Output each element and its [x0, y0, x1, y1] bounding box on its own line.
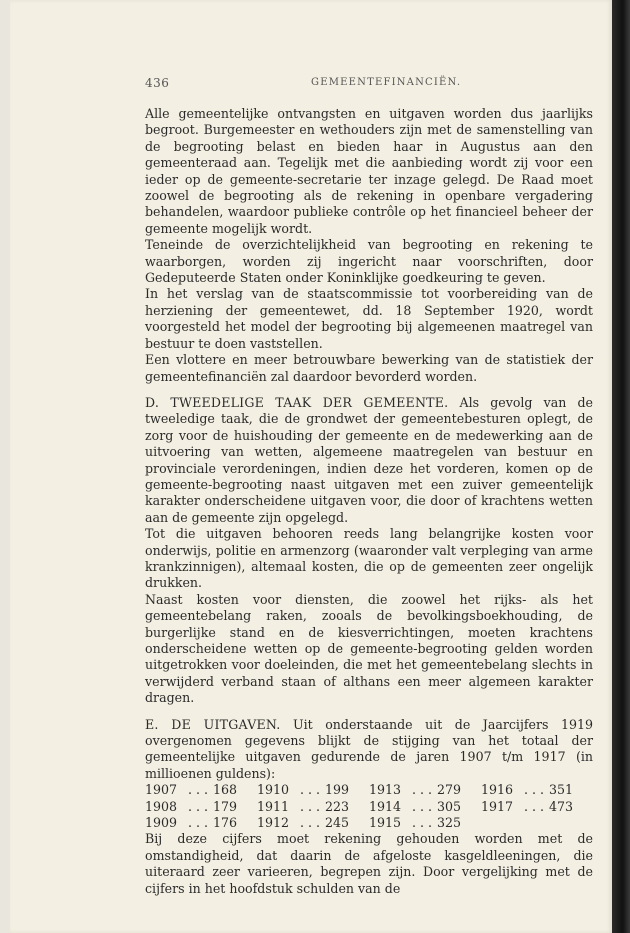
page-number: 436: [145, 76, 170, 90]
leader-dots: . . .: [411, 782, 433, 798]
leader-dots: . . .: [187, 798, 209, 814]
amount-cell: 176: [213, 815, 238, 831]
year-cell: [481, 815, 519, 831]
leader-dots: . . .: [187, 782, 209, 798]
body-text: [145, 106, 593, 897]
amount-cell: 305: [437, 798, 462, 814]
amount-cell: 179: [213, 798, 238, 814]
year-cell: 1910: [257, 782, 290, 798]
book-spine-edge: [612, 0, 630, 933]
leader-dots: . . .: [411, 815, 433, 831]
amount-cell: [549, 815, 593, 831]
running-title: GEMEENTEFINANCIËN.: [311, 77, 462, 88]
amount-cell: 325: [437, 815, 462, 831]
year-cell: 1913: [369, 782, 402, 798]
year-cell: 1917: [481, 798, 514, 814]
amount-cell: 351: [549, 782, 574, 798]
paragraph: Naast kosten voor diensten, die zoowel het rijks- als het gemeentebelang raken, zooals de bevolkingsboekhouding, de burgerlijke stand en de kiesverrichtingen, moeten krachtens onderscheidene wetten op de gemeente-begrooting gelden worden uitgetrokken voor doeleinden, die met het gemeentebelang slechts in verwijderd verband staan of althans een meer algemeen karakter dragen.: [145, 591, 593, 706]
expenditure-table: [145, 782, 593, 831]
leader-dots: . . .: [523, 798, 545, 814]
year-cell: 1912: [257, 815, 290, 831]
paragraph: In het verslag van de staatscommissie tot voorbereiding van de herziening der gemeentewet, dd. 18 September 1920, wordt voorgesteld het model der begrooting bij algemeenen maatregel van bestuur te doen vaststellen.: [145, 286, 593, 351]
table-row: [145, 815, 593, 831]
leader-dots: [519, 815, 549, 831]
year-cell: 1909: [145, 815, 178, 831]
section-d: [145, 395, 593, 526]
section-text: Uit onderstaande uit de Jaarcijfers 1919 overgenomen gegevens blijkt de stijging van het totaal der gemeentelijke uitgaven gedurende de jaren 1907 t/m 1917 (in millioenen guldens):: [145, 716, 593, 781]
section-heading: D. TWEEDELIGE TAAK DER GEMEENTE.: [145, 394, 449, 410]
year-cell: 1907: [145, 782, 178, 798]
paragraph: Teneinde de overzichtelijkheid van begrooting en rekening te waarborgen, worden zij ingericht naar voorschriften, door Gedeputeerde Staten onder Koninklijke goedkeuring te geven.: [145, 237, 593, 286]
paragraph: Alle gemeentelijke ontvangsten en uitgaven worden dus jaarlijks begroot. Burgemeester en wethouders zijn met de samenstelling van de begrooting belast en bieden haar in Augustus aan den gemeenteraad aan. Tegelijk met die aanbieding wordt zij voor een ieder op de gemeente-secretarie ter inzage gelegd. De Raad moet zoowel de begrooting als de rekening in openbare vergadering behandelen, waardoor publieke contrôle op het financieel beheer der gemeente mogelijk wordt.: [145, 106, 593, 236]
leader-dots: . . .: [299, 798, 321, 814]
leader-dots: . . .: [411, 798, 433, 814]
amount-cell: 223: [325, 798, 350, 814]
table-row: [145, 799, 593, 815]
paragraph: Een vlottere en meer betrouwbare bewerking van de statistiek der gemeentefinanciën zal daardoor bevorderd worden.: [145, 352, 593, 384]
year-cell: 1911: [257, 798, 290, 814]
section-e: [145, 717, 593, 783]
amount-cell: 199: [325, 782, 350, 798]
leader-dots: . . .: [299, 782, 321, 798]
book-page: [10, 0, 612, 933]
year-cell: 1908: [145, 798, 178, 814]
page-header: [145, 76, 590, 94]
section-text: Als gevolg van de tweeledige taak, die de grondwet der gemeentebesturen oplegt, de zorg voor de huishouding der gemeente en de medewerking aan de uitvoering van wetten, algemeene maatregelen van bestuur en provinciale verordeningen, indien deze het vorderen, komen op de gemeente-begrooting naast uitgaven met een zuiver gemeentelijk karakter onderscheidene uitgaven voor, die door of krachtens wetten aan de gemeente zijn opgelegd.: [145, 394, 593, 525]
section-heading: E. DE UITGAVEN.: [145, 716, 281, 732]
amount-cell: 279: [437, 782, 462, 798]
table-row: [145, 782, 593, 798]
amount-cell: 245: [325, 815, 350, 831]
leader-dots: . . .: [523, 782, 545, 798]
year-cell: 1915: [369, 815, 402, 831]
amount-cell: 168: [213, 782, 238, 798]
leader-dots: . . .: [187, 815, 209, 831]
year-cell: 1916: [481, 782, 514, 798]
amount-cell: 473: [549, 798, 574, 814]
year-cell: 1914: [369, 798, 402, 814]
paragraph: Bij deze cijfers moet rekening gehouden worden met de omstandigheid, dat daarin de afgeloste kasgeldleeningen, die uiteraard zeer varieeren, begrepen zijn. Door vergelijking met de cijfers in het hoofdstuk schulden van de: [145, 831, 593, 896]
leader-dots: . . .: [299, 815, 321, 831]
paragraph: Tot die uitgaven behooren reeds lang belangrijke kosten voor onderwijs, politie en armenzorg (waaronder valt verpleging van arme krankzinnigen), altemaal kosten, die op de gemeenten zeer ongelijk drukken.: [145, 526, 593, 591]
